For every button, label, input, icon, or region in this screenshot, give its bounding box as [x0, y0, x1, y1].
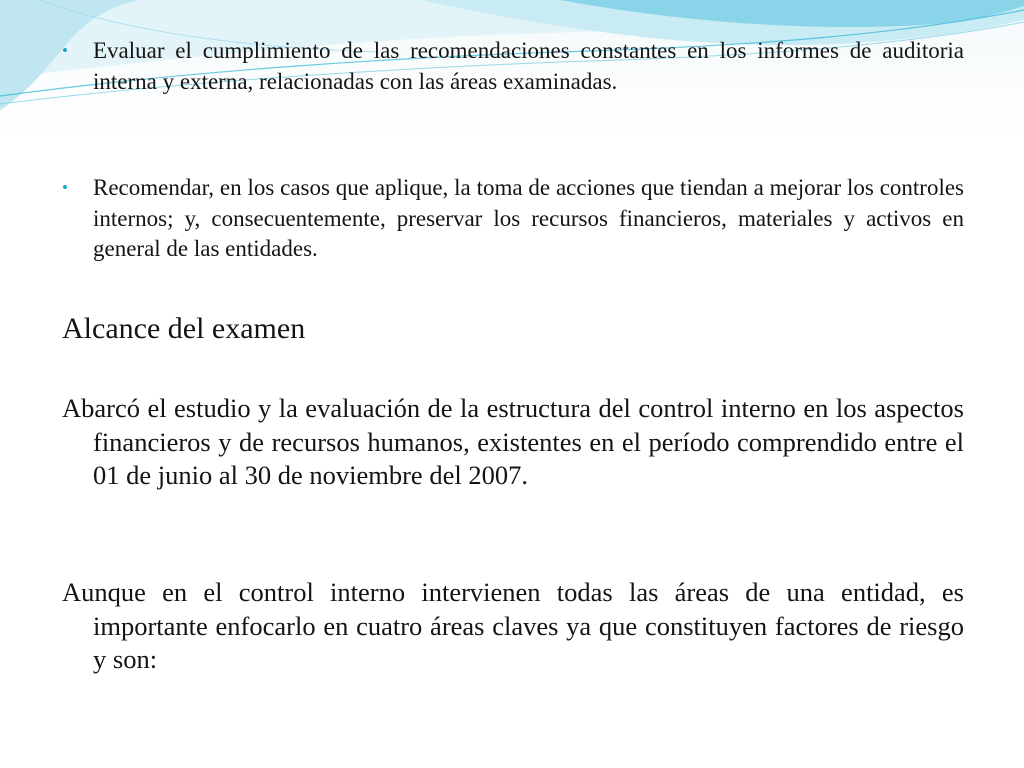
section-heading: Alcance del examen	[62, 312, 306, 345]
bullet-item-recomendar	[62, 173, 964, 265]
bullet-item-evaluar	[62, 36, 964, 97]
bullet-marker: •	[62, 41, 68, 60]
bullet-text: Evaluar el cumplimiento de las recomendaciones constantes en los informes de auditoria interna y externa, relacionadas con las áreas examinadas.	[93, 38, 964, 94]
paragraph-areas-claves: Aunque en el control interno intervienen todas las áreas de una entidad, es importante enfocarlo en cuatro áreas claves ya que constituyen factores de riesgo y son:	[62, 577, 964, 675]
paragraph-alcance: Abarcó el estudio y la evaluación de la estructura del control interno en los aspectos financieros y de recursos humanos, existentes en el período comprendido entre el 01 de junio al 30 de noviembre del 2007.	[62, 393, 964, 491]
bullet-text: Recomendar, en los casos que aplique, la toma de acciones que tiendan a mejorar los controles internos; y, consecuentemente, preservar los recursos financieros, materiales y activos en general de las entidades.	[93, 175, 964, 261]
bullet-marker: •	[62, 178, 68, 197]
